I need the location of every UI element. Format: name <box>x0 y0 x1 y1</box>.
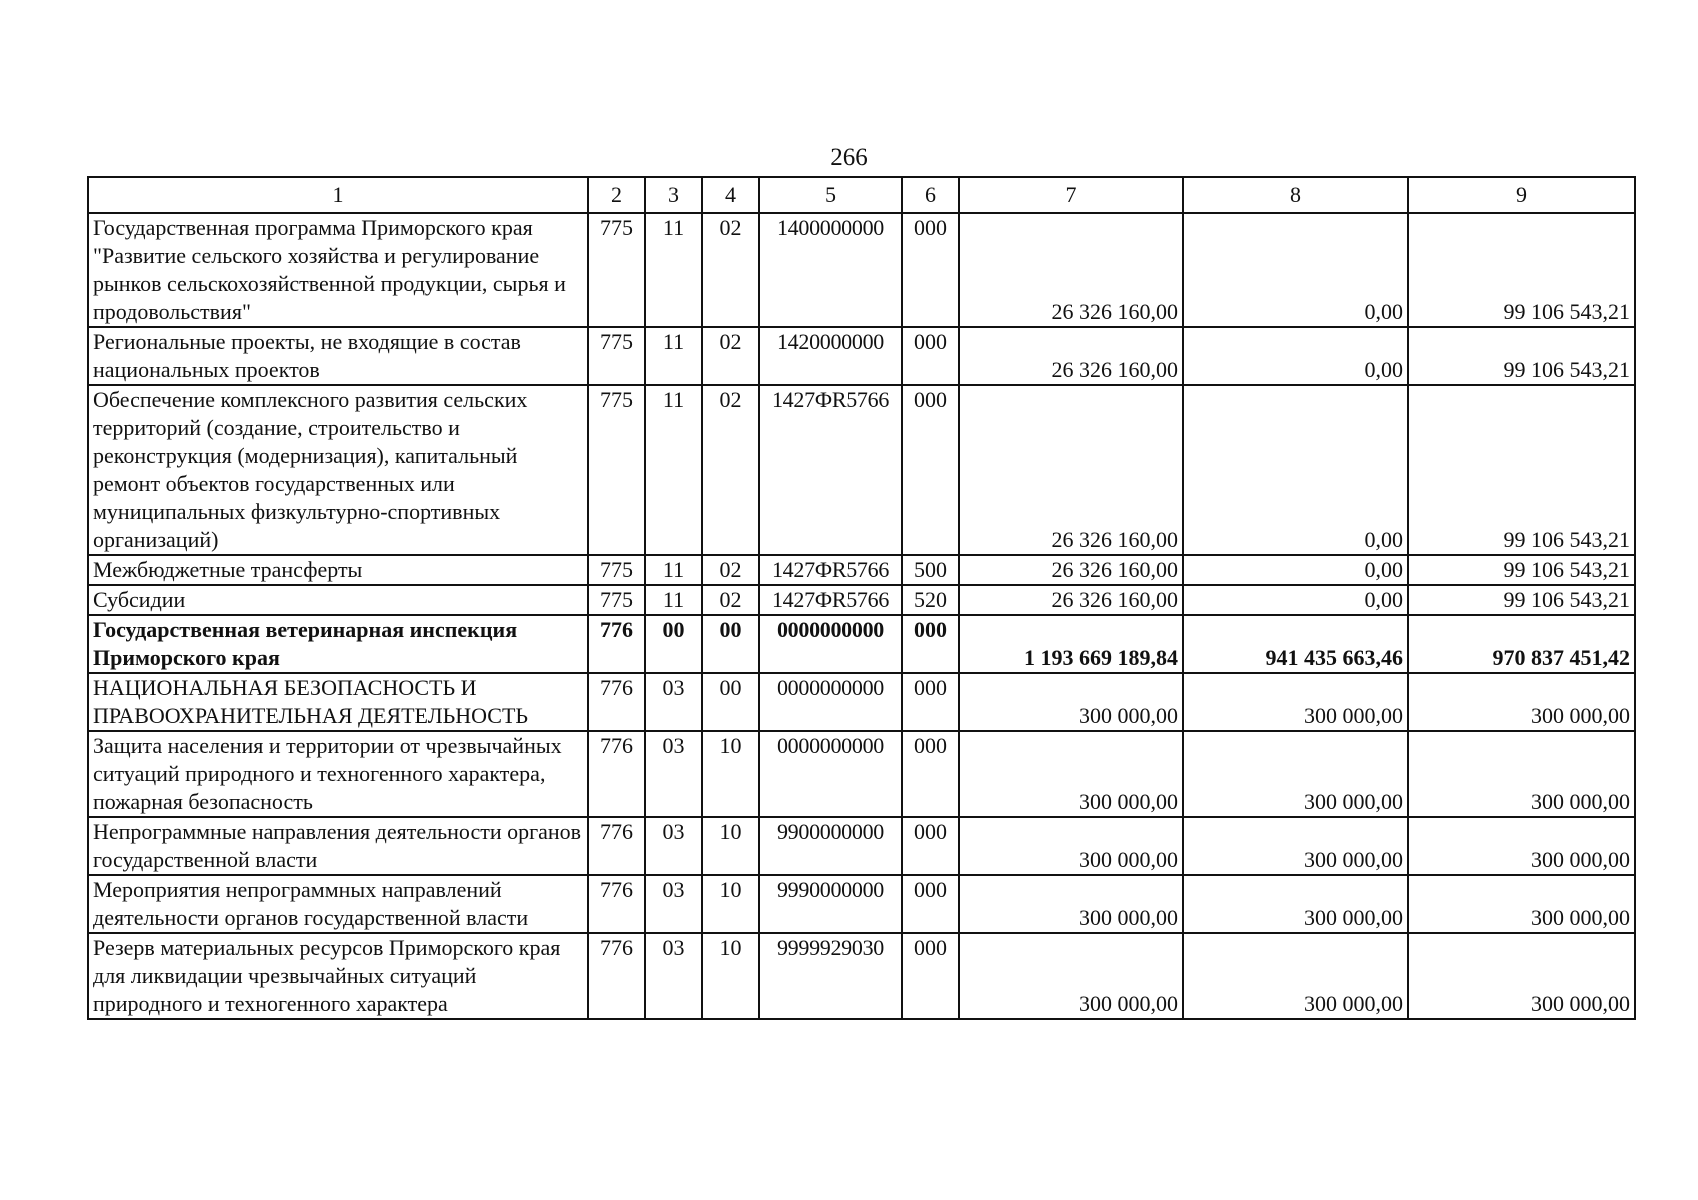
row-amount-9: 300 000,00 <box>1408 933 1635 1019</box>
row-amount-7: 1 193 669 189,84 <box>959 615 1183 673</box>
row-amount-8: 300 000,00 <box>1183 875 1408 933</box>
column-header: 1 <box>88 177 588 213</box>
row-name: Государственная программа Приморского края "Развитие сельского хозяйства и регулирование рынков сельскохозяйственной продукции, сырья и продовольствия" <box>88 213 588 327</box>
row-code-5: 9990000000 <box>759 875 902 933</box>
row-code-6: 000 <box>902 875 959 933</box>
row-code-2: 776 <box>588 875 645 933</box>
row-code-5: 0000000000 <box>759 615 902 673</box>
row-code-3: 03 <box>645 817 702 875</box>
column-header: 2 <box>588 177 645 213</box>
row-name: Региональные проекты, не входящие в состав национальных проектов <box>88 327 588 385</box>
row-amount-7: 300 000,00 <box>959 875 1183 933</box>
table-row <box>88 817 1635 875</box>
header-row <box>88 177 1635 213</box>
table-row <box>88 585 1635 615</box>
row-code-2: 775 <box>588 585 645 615</box>
row-code-3: 11 <box>645 213 702 327</box>
table-row <box>88 555 1635 585</box>
row-code-5: 1427ФR5766 <box>759 385 902 555</box>
row-name: Мероприятия непрограммных направлений деятельности органов государственной власти <box>88 875 588 933</box>
row-amount-8: 300 000,00 <box>1183 731 1408 817</box>
row-amount-8: 941 435 663,46 <box>1183 615 1408 673</box>
row-code-6: 000 <box>902 673 959 731</box>
budget-table <box>87 176 1636 1020</box>
row-amount-8: 300 000,00 <box>1183 673 1408 731</box>
table-row <box>88 385 1635 555</box>
row-code-5: 9900000000 <box>759 817 902 875</box>
row-code-4: 00 <box>702 673 759 731</box>
row-code-4: 02 <box>702 213 759 327</box>
row-code-4: 02 <box>702 385 759 555</box>
row-code-6: 000 <box>902 327 959 385</box>
table-row <box>88 213 1635 327</box>
row-code-4: 10 <box>702 933 759 1019</box>
row-amount-7: 26 326 160,00 <box>959 555 1183 585</box>
row-code-2: 776 <box>588 731 645 817</box>
row-name: НАЦИОНАЛЬНАЯ БЕЗОПАСНОСТЬ И ПРАВООХРАНИТЕЛЬНАЯ ДЕЯТЕЛЬНОСТЬ <box>88 673 588 731</box>
column-header: 6 <box>902 177 959 213</box>
row-amount-7: 26 326 160,00 <box>959 213 1183 327</box>
column-header: 4 <box>702 177 759 213</box>
row-code-3: 03 <box>645 731 702 817</box>
row-code-5: 0000000000 <box>759 673 902 731</box>
row-amount-7: 26 326 160,00 <box>959 385 1183 555</box>
row-code-5: 9999929030 <box>759 933 902 1019</box>
row-amount-9: 300 000,00 <box>1408 731 1635 817</box>
row-amount-9: 99 106 543,21 <box>1408 213 1635 327</box>
row-name: Государственная ветеринарная инспекция Приморского края <box>88 615 588 673</box>
row-code-5: 1427ФR5766 <box>759 585 902 615</box>
row-code-6: 000 <box>902 817 959 875</box>
row-code-5: 1420000000 <box>759 327 902 385</box>
row-amount-8: 0,00 <box>1183 585 1408 615</box>
column-header: 8 <box>1183 177 1408 213</box>
row-amount-7: 26 326 160,00 <box>959 327 1183 385</box>
row-amount-8: 300 000,00 <box>1183 817 1408 875</box>
row-code-4: 10 <box>702 731 759 817</box>
row-code-4: 02 <box>702 585 759 615</box>
column-header: 3 <box>645 177 702 213</box>
row-code-2: 775 <box>588 555 645 585</box>
row-code-3: 11 <box>645 585 702 615</box>
column-header: 9 <box>1408 177 1635 213</box>
column-header: 5 <box>759 177 902 213</box>
row-name: Защита населения и территории от чрезвычайных ситуаций природного и техногенного характера, пожарная безопасность <box>88 731 588 817</box>
column-header: 7 <box>959 177 1183 213</box>
page-number: 266 <box>830 144 868 171</box>
row-amount-9: 300 000,00 <box>1408 673 1635 731</box>
row-name: Субсидии <box>88 585 588 615</box>
row-amount-7: 300 000,00 <box>959 731 1183 817</box>
row-code-5: 1427ФR5766 <box>759 555 902 585</box>
table-row <box>88 673 1635 731</box>
row-code-3: 00 <box>645 615 702 673</box>
row-code-3: 11 <box>645 555 702 585</box>
table-row <box>88 875 1635 933</box>
row-name: Непрограммные направления деятельности органов государственной власти <box>88 817 588 875</box>
row-code-6: 000 <box>902 213 959 327</box>
row-amount-7: 26 326 160,00 <box>959 585 1183 615</box>
row-amount-9: 300 000,00 <box>1408 817 1635 875</box>
row-code-6: 500 <box>902 555 959 585</box>
table-body <box>88 213 1635 1019</box>
row-code-4: 10 <box>702 817 759 875</box>
row-code-2: 775 <box>588 327 645 385</box>
row-amount-9: 99 106 543,21 <box>1408 327 1635 385</box>
row-code-4: 02 <box>702 555 759 585</box>
row-code-4: 00 <box>702 615 759 673</box>
row-code-3: 11 <box>645 327 702 385</box>
row-code-6: 000 <box>902 385 959 555</box>
table-row <box>88 615 1635 673</box>
row-code-2: 776 <box>588 673 645 731</box>
row-code-5: 0000000000 <box>759 731 902 817</box>
row-amount-8: 300 000,00 <box>1183 933 1408 1019</box>
row-amount-7: 300 000,00 <box>959 933 1183 1019</box>
table-row <box>88 327 1635 385</box>
row-code-3: 03 <box>645 933 702 1019</box>
row-amount-8: 0,00 <box>1183 213 1408 327</box>
row-code-6: 000 <box>902 933 959 1019</box>
row-amount-7: 300 000,00 <box>959 817 1183 875</box>
row-amount-8: 0,00 <box>1183 555 1408 585</box>
row-amount-9: 99 106 543,21 <box>1408 385 1635 555</box>
row-code-3: 11 <box>645 385 702 555</box>
row-amount-8: 0,00 <box>1183 385 1408 555</box>
table-row <box>88 933 1635 1019</box>
row-code-2: 776 <box>588 817 645 875</box>
row-name: Резерв материальных ресурсов Приморского края для ликвидации чрезвычайных ситуаций природного и техногенного характера <box>88 933 588 1019</box>
row-code-4: 10 <box>702 875 759 933</box>
row-code-3: 03 <box>645 673 702 731</box>
row-code-6: 520 <box>902 585 959 615</box>
row-code-4: 02 <box>702 327 759 385</box>
row-name: Обеспечение комплексного развития сельских территорий (создание, строительство и реконструкция (модернизация), капитальный ремонт объектов государственных или муниципальных физкультурно-спортивных организаций) <box>88 385 588 555</box>
row-amount-7: 300 000,00 <box>959 673 1183 731</box>
row-amount-9: 99 106 543,21 <box>1408 555 1635 585</box>
row-amount-9: 300 000,00 <box>1408 875 1635 933</box>
row-code-2: 776 <box>588 933 645 1019</box>
row-code-5: 1400000000 <box>759 213 902 327</box>
row-code-6: 000 <box>902 731 959 817</box>
row-code-6: 000 <box>902 615 959 673</box>
row-amount-9: 99 106 543,21 <box>1408 585 1635 615</box>
row-code-2: 776 <box>588 615 645 673</box>
row-name: Межбюджетные трансферты <box>88 555 588 585</box>
row-amount-8: 0,00 <box>1183 327 1408 385</box>
table-row <box>88 731 1635 817</box>
row-code-2: 775 <box>588 385 645 555</box>
row-code-3: 03 <box>645 875 702 933</box>
row-code-2: 775 <box>588 213 645 327</box>
row-amount-9: 970 837 451,42 <box>1408 615 1635 673</box>
